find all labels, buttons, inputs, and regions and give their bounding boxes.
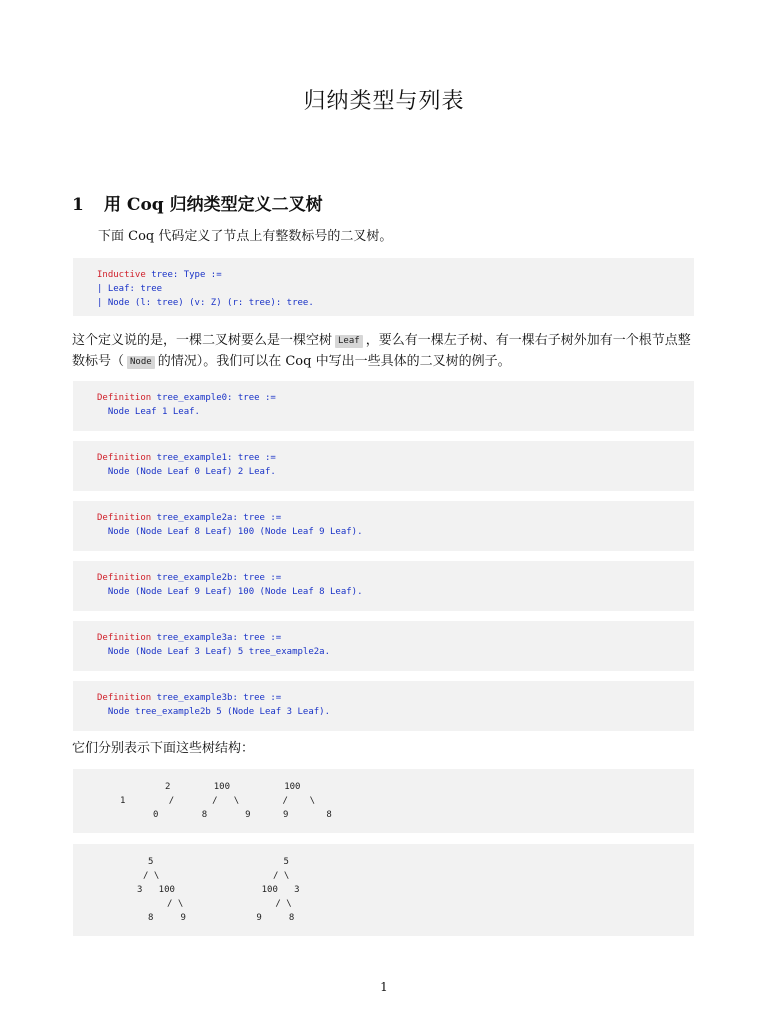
code-header: tree_example0: tree := [151, 393, 276, 403]
explanation-text: 的情况）。我们可以在 Coq 中写出一些具体的二叉树的例子。 [157, 354, 511, 369]
definition-code-block [73, 501, 694, 551]
section-heading [72, 190, 323, 215]
tree-line: 5 5 [148, 857, 289, 867]
explanation-text: ，要么有一棵左子树、有一棵右子树外加有一个根节点整数标号（ [72, 333, 691, 369]
code-keyword: Definition [97, 453, 152, 463]
tree-line: 3 100 100 3 [137, 885, 300, 895]
code-keyword: Definition [97, 513, 152, 523]
definition-code-block [73, 441, 694, 491]
code-header: tree_example2a: tree := [151, 513, 282, 523]
definition-code-block [73, 681, 694, 731]
code-body: Node Leaf 1 Leaf. [97, 407, 200, 417]
definition-code-block [73, 381, 694, 431]
code-body: Node tree_example2b 5 (Node Leaf 3 Leaf). [97, 707, 330, 717]
intro-paragraph: 下面 Coq 代码定义了节点上有整数标号的二叉树。 [98, 229, 393, 244]
section-title: 用 Coq 归纳类型定义二叉树 [104, 195, 323, 215]
code-text: tree: Type := [145, 270, 222, 280]
tree-line: 1 / / \ / \ [120, 796, 316, 806]
tree-line: 8 9 9 8 [148, 913, 295, 923]
code-text: Node (l: tree) (v: Z) (r: tree): tree. [107, 298, 314, 308]
tree-line: 2 100 100 [165, 782, 301, 792]
code-bar: | [97, 298, 108, 308]
code-body: Node (Node Leaf 8 Leaf) 100 (Node Leaf 9 Leaf). [97, 527, 363, 537]
tree-diagram-block-1 [73, 769, 694, 833]
code-header: tree_example2b: tree := [151, 573, 282, 583]
section-number: 1 [72, 195, 84, 215]
inline-code-node: Node [127, 356, 155, 369]
tree-line: 0 8 9 9 8 [153, 810, 332, 820]
code-body: Node (Node Leaf 0 Leaf) 2 Leaf. [97, 467, 276, 477]
inductive-code-block [73, 258, 694, 316]
code-bar: | [97, 284, 108, 294]
explanation-text: 这个定义说的是，一棵二叉树要么是一棵空树 [72, 333, 333, 348]
code-keyword: Definition [97, 573, 152, 583]
code-keyword: Definition [97, 633, 152, 643]
explanation-paragraph [72, 330, 696, 372]
code-body: Node (Node Leaf 3 Leaf) 5 tree_example2a. [97, 647, 330, 657]
definition-code-block [73, 561, 694, 611]
tree-line: / \ / \ [167, 899, 292, 909]
tree-line: / \ / \ [143, 871, 290, 881]
code-body: Node (Node Leaf 9 Leaf) 100 (Node Leaf 8 Leaf). [97, 587, 363, 597]
inline-code-leaf: Leaf [335, 335, 363, 348]
code-keyword: Definition [97, 393, 152, 403]
code-text: Leaf: tree [107, 284, 163, 294]
code-header: tree_example3b: tree := [151, 693, 282, 703]
code-header: tree_example1: tree := [151, 453, 276, 463]
page-title: 归纳类型与列表 [303, 89, 465, 114]
definition-code-block [73, 621, 694, 671]
tree-diagram-block-2 [73, 844, 694, 936]
code-keyword: Definition [97, 693, 152, 703]
page-number: 1 [380, 980, 388, 994]
code-keyword: Inductive [97, 270, 146, 280]
structures-intro-paragraph: 它们分别表示下面这些树结构： [72, 741, 255, 756]
code-header: tree_example3a: tree := [151, 633, 282, 643]
